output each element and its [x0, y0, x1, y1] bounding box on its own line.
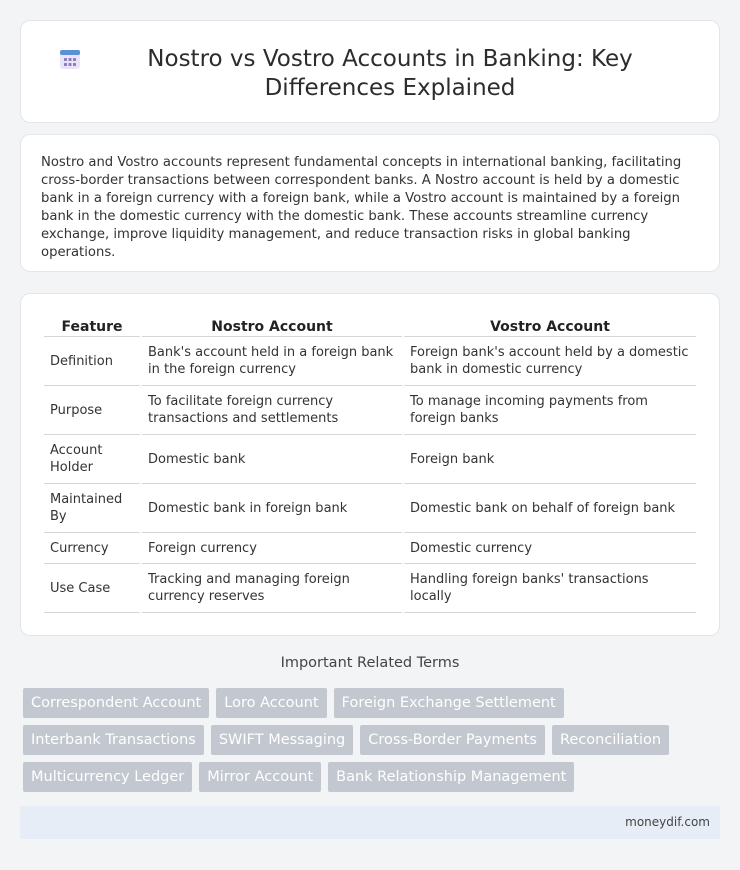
- footer-site-link[interactable]: moneydif.com: [625, 815, 710, 829]
- table-header-row: [44, 315, 696, 337]
- row-feature: Purpose: [44, 386, 140, 435]
- row-nostro: To facilitate foreign currency transactions and settlements: [142, 386, 402, 435]
- tag-row: [23, 762, 683, 792]
- tag-row: [23, 688, 683, 718]
- row-vostro: Handling foreign banks' transactions locally: [404, 564, 696, 613]
- tag-multicurrency-ledger[interactable]: Multicurrency Ledger: [23, 762, 192, 792]
- tag-cross-border-payments[interactable]: Cross-Border Payments: [360, 725, 545, 755]
- comparison-card: [20, 293, 720, 636]
- tag-row: [23, 725, 683, 755]
- row-vostro: Foreign bank: [404, 435, 696, 484]
- row-nostro: Domestic bank in foreign bank: [142, 484, 402, 533]
- related-terms-heading: Important Related Terms: [280, 655, 460, 671]
- row-vostro: Foreign bank's account held by a domestic bank in domestic currency: [404, 337, 696, 386]
- row-feature: Maintained By: [44, 484, 140, 533]
- page-title: Nostro vs Vostro Accounts in Banking: Key Differences Explained: [147, 46, 633, 101]
- tag-reconciliation[interactable]: Reconciliation: [552, 725, 669, 755]
- row-nostro: Domestic bank: [142, 435, 402, 484]
- table-row: [44, 435, 696, 484]
- comparison-table: [42, 315, 698, 613]
- tag-mirror-account[interactable]: Mirror Account: [199, 762, 321, 792]
- table-row: [44, 564, 696, 613]
- header-feature: Feature: [44, 315, 140, 337]
- header-vostro: Vostro Account: [404, 315, 696, 337]
- row-nostro: Foreign currency: [142, 533, 402, 564]
- header-nostro: Nostro Account: [142, 315, 402, 337]
- row-vostro: To manage incoming payments from foreign banks: [404, 386, 696, 435]
- related-terms-list: [23, 688, 683, 799]
- row-feature: Currency: [44, 533, 140, 564]
- intro-paragraph: Nostro and Vostro accounts represent fundamental concepts in international banking, facilitating cross-border transactions between correspondent banks. A Nostro account is held by a domestic bank in a foreign currency with a foreign bank, while a Vostro account is maintained by a foreign bank in the domestic currency with the domestic bank. These accounts streamline currency exchange, improve liquidity management, and reduce transaction risks in global banking operations.: [41, 155, 682, 260]
- intro-card: [20, 134, 720, 272]
- tag-correspondent-account[interactable]: Correspondent Account: [23, 688, 209, 718]
- row-feature: Account Holder: [44, 435, 140, 484]
- title-card: [20, 20, 720, 123]
- table-row: [44, 484, 696, 533]
- tag-swift-messaging[interactable]: SWIFT Messaging: [211, 725, 353, 755]
- table-row: [44, 337, 696, 386]
- table-row: [44, 533, 696, 564]
- tag-bank-relationship-management[interactable]: Bank Relationship Management: [328, 762, 574, 792]
- row-nostro: Bank's account held in a foreign bank in the foreign currency: [142, 337, 402, 386]
- tag-loro-account[interactable]: Loro Account: [216, 688, 326, 718]
- tag-foreign-exchange-settlement[interactable]: Foreign Exchange Settlement: [334, 688, 564, 718]
- row-vostro: Domestic currency: [404, 533, 696, 564]
- tag-interbank-transactions[interactable]: Interbank Transactions: [23, 725, 204, 755]
- table-row: [44, 386, 696, 435]
- row-vostro: Domestic bank on behalf of foreign bank: [404, 484, 696, 533]
- footer: [20, 806, 720, 839]
- row-feature: Definition: [44, 337, 140, 386]
- row-feature: Use Case: [44, 564, 140, 613]
- row-nostro: Tracking and managing foreign currency reserves: [142, 564, 402, 613]
